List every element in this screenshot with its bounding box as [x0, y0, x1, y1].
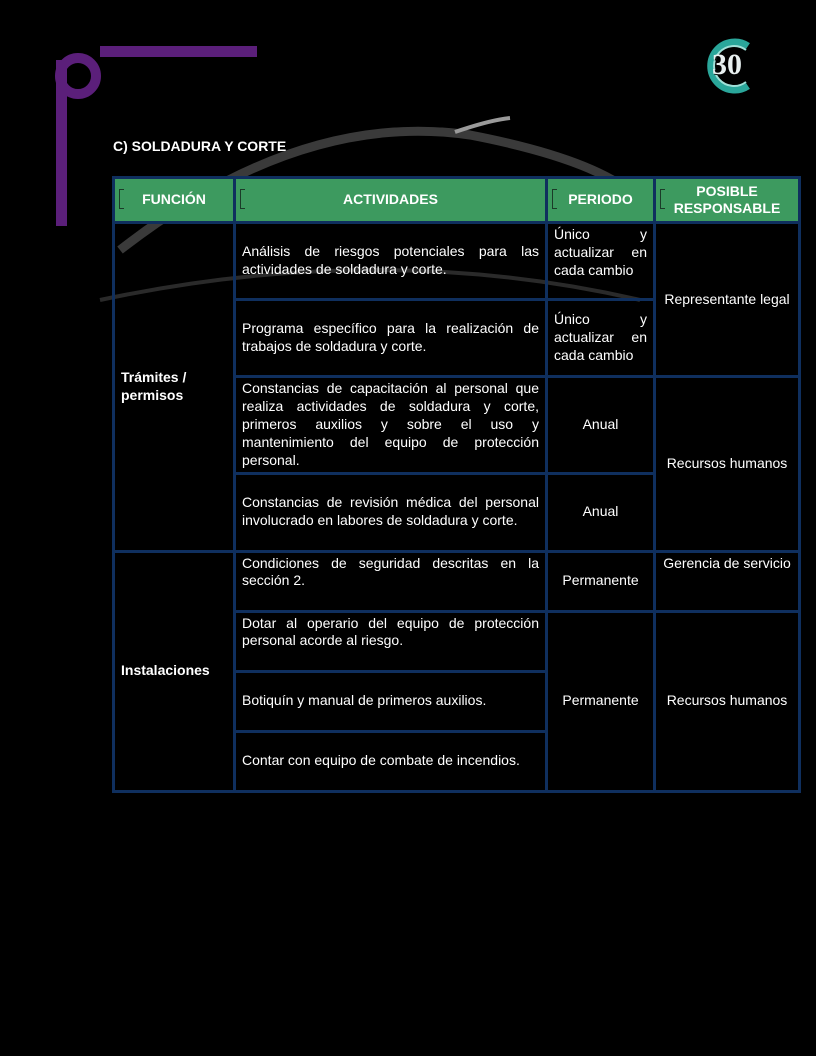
- page-number-badge: [700, 36, 760, 96]
- periodo-cell: Anual: [547, 473, 655, 551]
- page-number: 30: [712, 48, 742, 81]
- responsable-cell: Recursos humanos: [655, 377, 800, 552]
- actividad-cell: Constancias de capacitación al personal que realiza actividades de soldadura y corte, primeros auxilios y sobre el uso y mantenimiento del equipo de protección personal.: [235, 377, 547, 474]
- periodo-cell: Único y actualizar en cada cambio: [547, 223, 655, 300]
- funcion-cell: Instalaciones: [114, 551, 235, 791]
- table-row: [114, 223, 800, 300]
- actividad-cell: Botiquín y manual de primeros auxilios.: [235, 671, 547, 731]
- periodo-cell: Anual: [547, 377, 655, 474]
- actividad-cell: Constancias de revisión médica del personal involucrado en labores de soldadura y corte.: [235, 473, 547, 551]
- actividad-cell: Dotar al operario del equipo de protección personal acorde al riesgo.: [235, 611, 547, 671]
- responsable-cell: Representante legal: [655, 223, 800, 377]
- funcion-cell: Trámites / permisos: [114, 223, 235, 552]
- header-funcion: FUNCIÓN: [114, 178, 235, 223]
- actividad-cell: Análisis de riesgos potenciales para las actividades de soldadura y corte.: [235, 223, 547, 300]
- activities-table: [112, 176, 801, 793]
- periodo-cell: Permanente: [547, 551, 655, 611]
- actividad-cell: Programa específico para la realización de trabajos de soldadura y corte.: [235, 300, 547, 377]
- header-actividades: ACTIVIDADES: [235, 178, 547, 223]
- actividad-cell: Contar con equipo de combate de incendios.: [235, 731, 547, 791]
- header-responsable: POSIBLE RESPONSABLE: [655, 178, 800, 223]
- actividad-cell: Condiciones de seguridad descritas en la sección 2.: [235, 551, 547, 611]
- table-header-row: [114, 178, 800, 223]
- responsable-cell: Recursos humanos: [655, 611, 800, 791]
- periodo-cell: Permanente: [547, 611, 655, 791]
- section-title: C) SOLDADURA Y CORTE: [113, 138, 287, 154]
- table-row: [114, 551, 800, 611]
- header-periodo: PERIODO: [547, 178, 655, 223]
- responsable-cell: Gerencia de servicio: [655, 551, 800, 611]
- periodo-cell: Único y actualizar en cada cambio: [547, 300, 655, 377]
